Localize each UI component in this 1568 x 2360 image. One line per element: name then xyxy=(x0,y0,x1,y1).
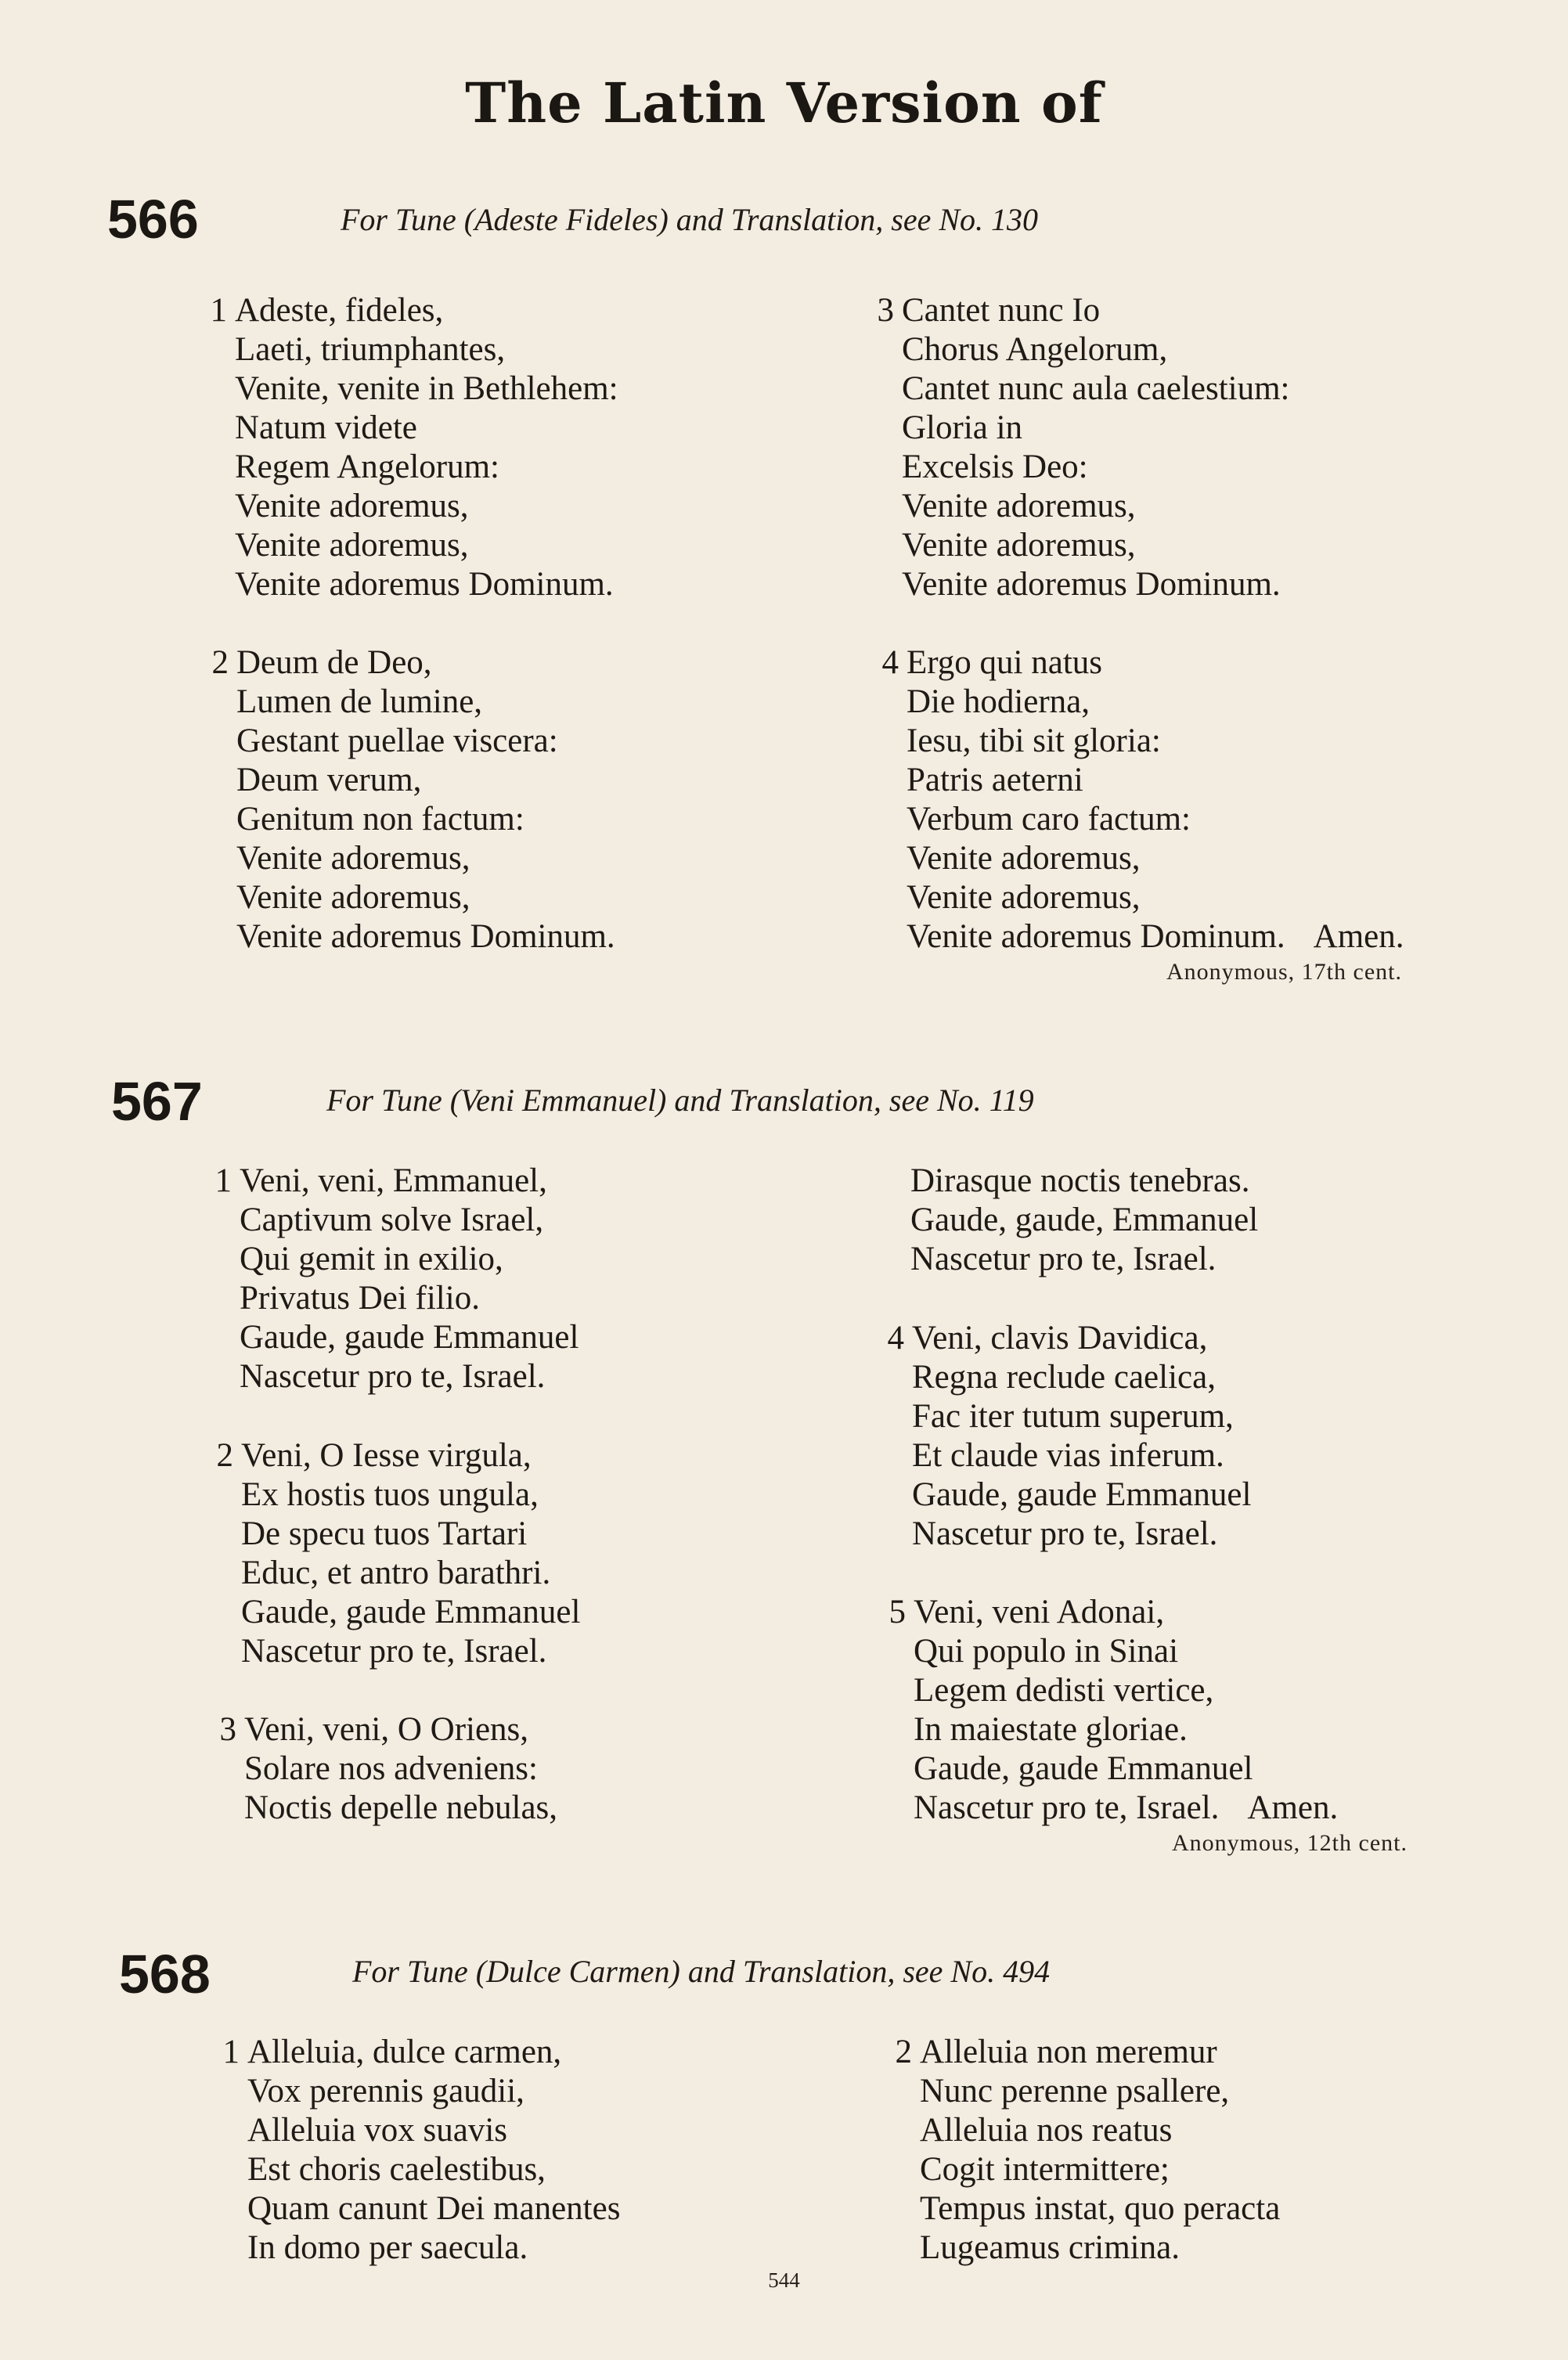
verse-line-text: Nascetur pro te, Israel. xyxy=(914,1789,1220,1826)
stanza-number: 2 xyxy=(895,2034,912,2070)
verse-line: Gaude, gaude Emmanuel xyxy=(912,1476,1252,1513)
verse-line: In maiestate gloriae. xyxy=(914,1711,1188,1748)
verse-line: Regem Angelorum: xyxy=(235,449,499,485)
stanza-number: 2 xyxy=(211,644,229,681)
verse-line: Ex hostis tuos ungula, xyxy=(241,1476,539,1513)
verse-line: Alleluia non meremur xyxy=(920,2034,1217,2070)
verse-line: Quam canunt Dei manentes xyxy=(247,2190,621,2227)
hymn-568-stanza-2 xyxy=(895,2033,1281,2268)
verse-line: Veni, veni Adonai, xyxy=(914,1594,1165,1630)
verse-line: Venite adoremus Dominum. xyxy=(236,918,615,955)
verse-line: Qui populo in Sinai xyxy=(914,1633,1179,1670)
hymn-566-stanza-1 xyxy=(210,291,618,604)
verse-line: Vox perennis gaudii, xyxy=(247,2073,524,2110)
verse-line: Nascetur pro te, Israel. xyxy=(912,1515,1218,1552)
hymn-568-stanza-1 xyxy=(222,2033,621,2268)
verse-line: Deum de Deo, xyxy=(236,644,432,681)
verse-line: Nascetur pro te, Israel. xyxy=(910,1241,1217,1277)
verse-line: Gaude, gaude Emmanuel xyxy=(240,1319,579,1356)
hymn-566-stanza-3 xyxy=(877,291,1290,604)
amen: Amen. xyxy=(1247,1789,1339,1826)
verse-line: Venite adoremus, xyxy=(235,488,469,524)
verse-line: Venite adoremus, xyxy=(902,488,1136,524)
verse-line: Nascetur pro te, Israel. xyxy=(241,1633,547,1670)
verse-line: Veni, veni, O Oriens, xyxy=(244,1711,529,1748)
page-number: 544 xyxy=(768,2268,800,2292)
hymn-567-stanza-5 xyxy=(889,1593,1339,1828)
verse-line: Venite adoremus Dominum. xyxy=(902,566,1281,603)
hymn-567-stanza-3-continued xyxy=(910,1162,1258,1279)
verse-line: Excelsis Deo: xyxy=(902,449,1088,485)
verse-line: Tempus instat, quo peracta xyxy=(920,2190,1281,2227)
verse-line: Educ, et antro barathri. xyxy=(241,1555,551,1591)
verse-line: Lumen de lumine, xyxy=(236,683,483,720)
verse-line: Verbum caro factum: xyxy=(907,801,1191,838)
hymn-567-stanza-4 xyxy=(887,1319,1252,1554)
verse-line: Cogit intermittere; xyxy=(920,2151,1170,2188)
hymn-566-stanza-2 xyxy=(211,643,615,957)
verse-line: Nunc perenne psallere, xyxy=(920,2073,1230,2110)
stanza-number: 2 xyxy=(216,1437,233,1474)
verse-line: Chorus Angelorum, xyxy=(902,331,1168,368)
verse-line: Veni, O Iesse virgula, xyxy=(241,1437,532,1474)
verse-line-with-amen xyxy=(914,1789,1338,1828)
attribution-566: Anonymous, 17th cent. xyxy=(1166,959,1402,985)
stanza-number: 3 xyxy=(877,292,894,329)
verse-line: Alleluia, dulce carmen, xyxy=(247,2034,562,2070)
verse-line: Venite adoremus, xyxy=(236,879,470,916)
verse-line: Dirasque noctis tenebras. xyxy=(910,1162,1250,1199)
verse-line: Alleluia nos reatus xyxy=(920,2112,1173,2149)
verse-line: Gestant puellae viscera: xyxy=(236,722,558,759)
verse-line: Venite, venite in Bethlehem: xyxy=(235,370,618,407)
verse-line-with-amen xyxy=(907,917,1404,957)
hymn-number-567: 567 xyxy=(111,1071,203,1132)
verse-line: Legem dedisti vertice, xyxy=(914,1672,1214,1709)
verse-line: Deum verum, xyxy=(236,762,422,798)
verse-line: Venite adoremus, xyxy=(236,840,470,877)
hymn-number-568: 568 xyxy=(119,1944,211,2005)
verse-line: Regna reclude caelica, xyxy=(912,1359,1216,1396)
tune-note-568: For Tune (Dulce Carmen) and Translation, see No. 494 xyxy=(352,1954,1051,1989)
stanza-number: 4 xyxy=(887,1320,904,1357)
verse-line: Venite adoremus, xyxy=(235,527,469,564)
verse-line: Captivum solve Israel, xyxy=(240,1202,544,1238)
hymn-567-stanza-1 xyxy=(214,1162,579,1396)
verse-line: Adeste, fideles, xyxy=(235,292,444,329)
verse-line: Genitum non factum: xyxy=(236,801,524,838)
stanza-number: 1 xyxy=(210,292,227,329)
verse-line: Venite adoremus, xyxy=(907,840,1141,877)
verse-line: De specu tuos Tartari xyxy=(241,1515,528,1552)
verse-line: Gloria in xyxy=(902,409,1023,446)
verse-line: Laeti, triumphantes, xyxy=(235,331,506,368)
verse-line: Venite adoremus, xyxy=(902,527,1136,564)
verse-line: Venite adoremus, xyxy=(907,879,1141,916)
verse-line: Die hodierna, xyxy=(907,683,1090,720)
verse-line: Venite adoremus Dominum. xyxy=(235,566,614,603)
verse-line: Nascetur pro te, Israel. xyxy=(240,1358,546,1395)
verse-line: Privatus Dei filio. xyxy=(240,1280,480,1317)
verse-line: Natum videte xyxy=(235,409,417,446)
verse-line: Ergo qui natus xyxy=(907,644,1103,681)
verse-line: Solare nos adveniens: xyxy=(244,1750,538,1787)
hymn-number-566: 566 xyxy=(107,189,199,250)
verse-line: Iesu, tibi sit gloria: xyxy=(907,722,1161,759)
verse-line: Veni, veni, Emmanuel, xyxy=(240,1162,547,1199)
stanza-number: 5 xyxy=(889,1594,906,1630)
attribution-567: Anonymous, 12th cent. xyxy=(1172,1830,1408,1856)
verse-line: Gaude, gaude, Emmanuel xyxy=(910,1202,1259,1238)
tune-note-567: For Tune (Veni Emmanuel) and Translation, see No. 119 xyxy=(326,1083,1034,1118)
verse-line: Cantet nunc aula caelestium: xyxy=(902,370,1290,407)
verse-line: Est choris caelestibus, xyxy=(247,2151,546,2188)
page-title: The Latin Version of xyxy=(465,70,1103,135)
hymn-567-stanza-3 xyxy=(219,1710,558,1828)
amen: Amen. xyxy=(1313,918,1404,955)
verse-line-text: Venite adoremus Dominum. xyxy=(907,918,1285,955)
verse-line: Lugeamus crimina. xyxy=(920,2229,1180,2266)
hymn-566-stanza-4 xyxy=(881,643,1404,957)
verse-line: Gaude, gaude Emmanuel xyxy=(241,1594,581,1630)
verse-line: Et claude vias inferum. xyxy=(912,1437,1224,1474)
verse-line: Cantet nunc Io xyxy=(902,292,1101,329)
tune-note-566: For Tune (Adeste Fideles) and Translation, see No. 130 xyxy=(341,202,1039,237)
verse-line: Gaude, gaude Emmanuel xyxy=(914,1750,1253,1787)
verse-line: Patris aeterni xyxy=(907,762,1083,798)
verse-line: Qui gemit in exilio, xyxy=(240,1241,503,1277)
verse-line: Noctis depelle nebulas, xyxy=(244,1789,558,1826)
stanza-number: 1 xyxy=(214,1162,232,1199)
hymn-567-stanza-2 xyxy=(216,1436,581,1671)
verse-line: Alleluia vox suavis xyxy=(247,2112,508,2149)
stanza-number: 3 xyxy=(219,1711,236,1748)
stanza-number: 1 xyxy=(222,2034,240,2070)
verse-line: Veni, clavis Davidica, xyxy=(912,1320,1208,1357)
stanza-number: 4 xyxy=(881,644,899,681)
verse-line: Fac iter tutum superum, xyxy=(912,1398,1234,1435)
verse-line: In domo per saecula. xyxy=(247,2229,528,2266)
